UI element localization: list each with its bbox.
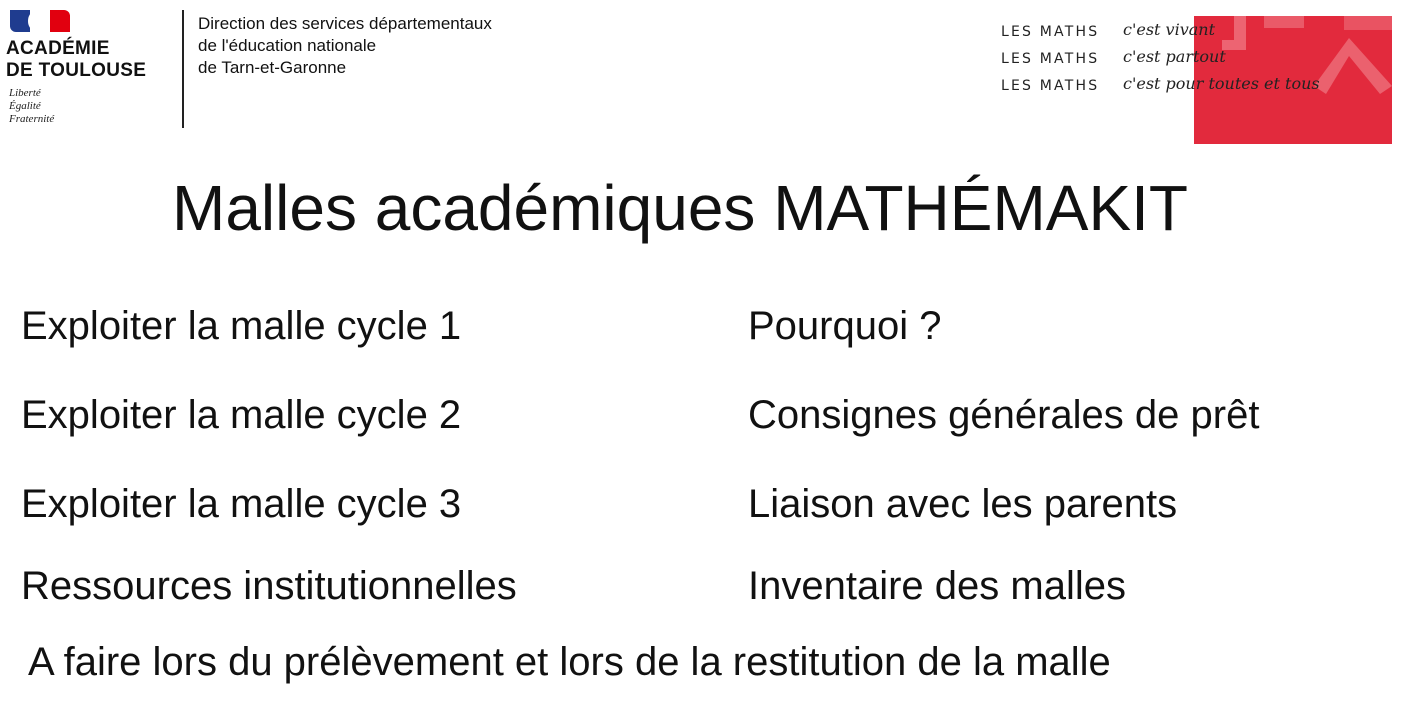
link-prelevement-restitution[interactable]: A faire lors du prélèvement et lors de la restitution de la malle bbox=[28, 640, 1111, 684]
slogan-line-1 bbox=[1001, 20, 1341, 47]
academie-name-line2: DE TOULOUSE bbox=[6, 60, 147, 81]
link-pourquoi[interactable]: Pourquoi ? bbox=[748, 304, 942, 348]
page-title: Malles académiques MATHÉMAKIT bbox=[172, 172, 1188, 244]
link-cycle-3[interactable]: Exploiter la malle cycle 3 bbox=[21, 482, 462, 526]
slogan-script: c'est partout bbox=[1123, 47, 1226, 66]
dsden-line2: de l'éducation nationale bbox=[198, 36, 377, 55]
link-liaison-parents[interactable]: Liaison avec les parents bbox=[748, 482, 1178, 526]
republic-motto bbox=[9, 87, 54, 126]
motto-liberte: Liberté bbox=[9, 87, 41, 99]
slogan-caps: LES MATHS bbox=[1001, 24, 1100, 40]
plan-maths-label bbox=[1008, 96, 1158, 142]
plan-label-line2: mathématiques bbox=[1008, 120, 1159, 140]
motto-fraternite: Fraternité bbox=[9, 113, 55, 125]
link-cycle-1[interactable]: Exploiter la malle cycle 1 bbox=[21, 304, 462, 348]
plan-maths-slogans bbox=[1001, 20, 1341, 101]
link-cycle-2[interactable]: Exploiter la malle cycle 2 bbox=[21, 393, 462, 437]
dsden-line3: de Tarn-et-Garonne bbox=[198, 58, 347, 77]
plan-label-line1: Plan bbox=[1008, 97, 1050, 117]
plan-maths-logo bbox=[995, 14, 1395, 146]
link-ressources-institutionnelles[interactable]: Ressources institutionnelles bbox=[21, 564, 517, 608]
link-inventaire-malles[interactable]: Inventaire des malles bbox=[748, 564, 1126, 608]
slogan-caps: LES MATHS bbox=[1001, 51, 1100, 67]
motto-egalite: Égalité bbox=[9, 100, 41, 112]
dsden-line1: Direction des services départementaux bbox=[198, 14, 492, 33]
header-divider bbox=[182, 10, 184, 128]
slogan-line-2 bbox=[1001, 47, 1341, 74]
dsden-label bbox=[198, 13, 492, 79]
slogan-script: c'est vivant bbox=[1123, 20, 1216, 39]
academie-name-line1: ACADÉMIE bbox=[6, 38, 110, 59]
academie-name bbox=[6, 38, 146, 82]
slogan-caps: LES MATHS bbox=[1001, 78, 1100, 94]
marianne-flag-icon bbox=[10, 10, 70, 32]
link-consignes-pret[interactable]: Consignes générales de prêt bbox=[748, 393, 1260, 437]
slogan-script: c'est pour toutes et tous bbox=[1123, 74, 1320, 93]
academie-logo bbox=[6, 10, 176, 130]
